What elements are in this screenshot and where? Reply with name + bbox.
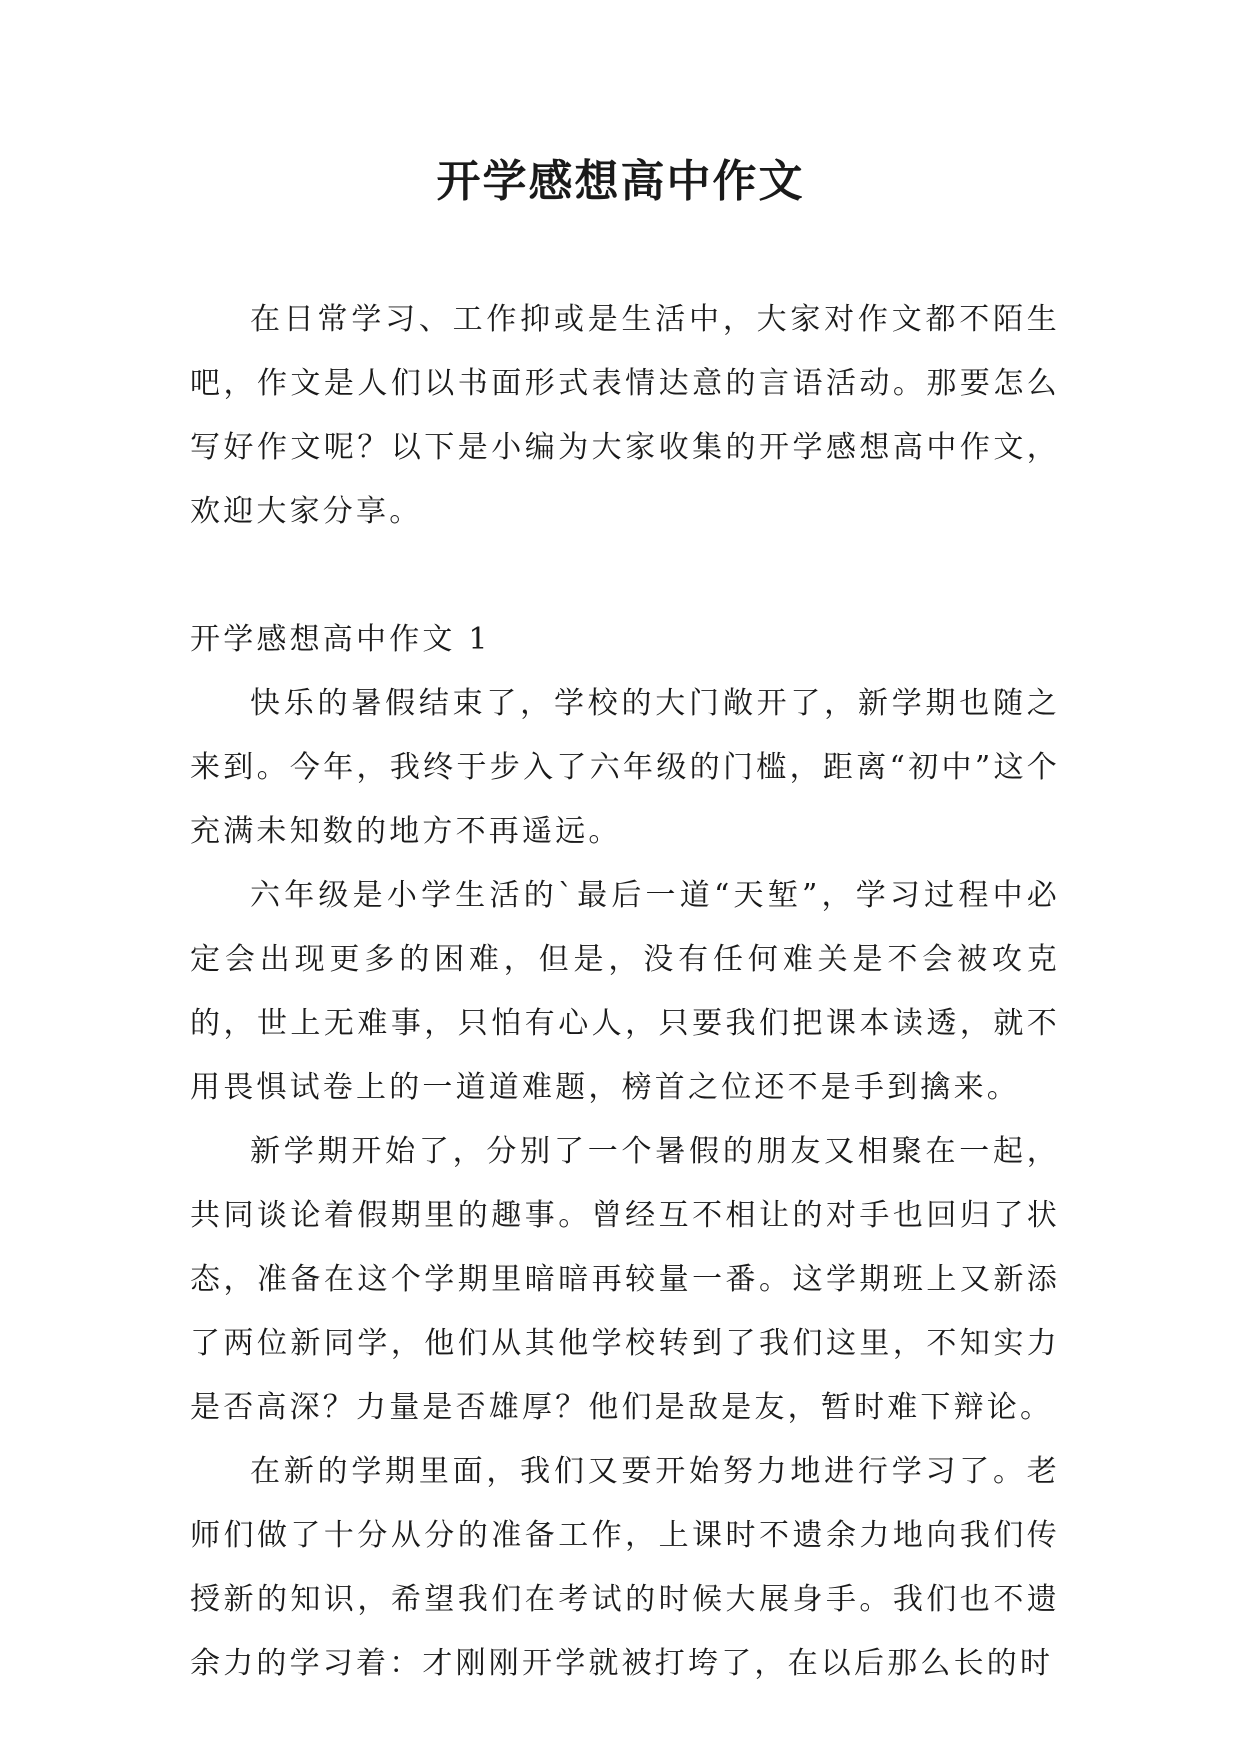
body-paragraph: 快乐的暑假结束了，学校的大门敞开了，新学期也随之来到。今年，我终于步入了六年级的门槛，距离“初中”这个充满未知数的地方不再遥远。 (190, 686, 1060, 849)
body-paragraph: 新学期开始了，分别了一个暑假的朋友又相聚在一起，共同谈论着假期里的趣事。曾经互不相让的对手也回归了状态，准备在这个学期里暗暗再较量一番。这学期班上又新添了两位新同学，他们从其他学校转到了我们这里，不知实力是否高深？力量是否雄厚？他们是敌是友，暂时难下辩论。 (190, 1134, 1060, 1425)
section-heading: 开学感想高中作文 1 (190, 622, 491, 657)
document-title: 开学感想高中作文 (436, 156, 805, 207)
intro-paragraph: 在日常学习、工作抑或是生活中，大家对作文都不陌生吧，作文是人们以书面形式表情达意的言语活动。那要怎么写好作文呢？以下是小编为大家收集的开学感想高中作文，欢迎大家分享。 (190, 302, 1060, 529)
body-paragraph: 六年级是小学生活的`最后一道“天堑”，学习过程中必定会出现更多的困难，但是，没有任何难关是不会被攻克的，世上无难事，只怕有心人，只要我们把课本读透，就不用畏惧试卷上的一道道难题，榜首之位还不是手到擒来。 (190, 878, 1060, 1105)
body-paragraph: 在新的学期里面，我们又要开始努力地进行学习了。老师们做了十分从分的准备工作，上课时不遗余力地向我们传授新的知识，希望我们在考试的时候大展身手。我们也不遗余力的学习着：才刚刚开学就被打垮了，在以后那么长的时 (190, 1454, 1060, 1681)
document-body (190, 288, 1060, 1696)
